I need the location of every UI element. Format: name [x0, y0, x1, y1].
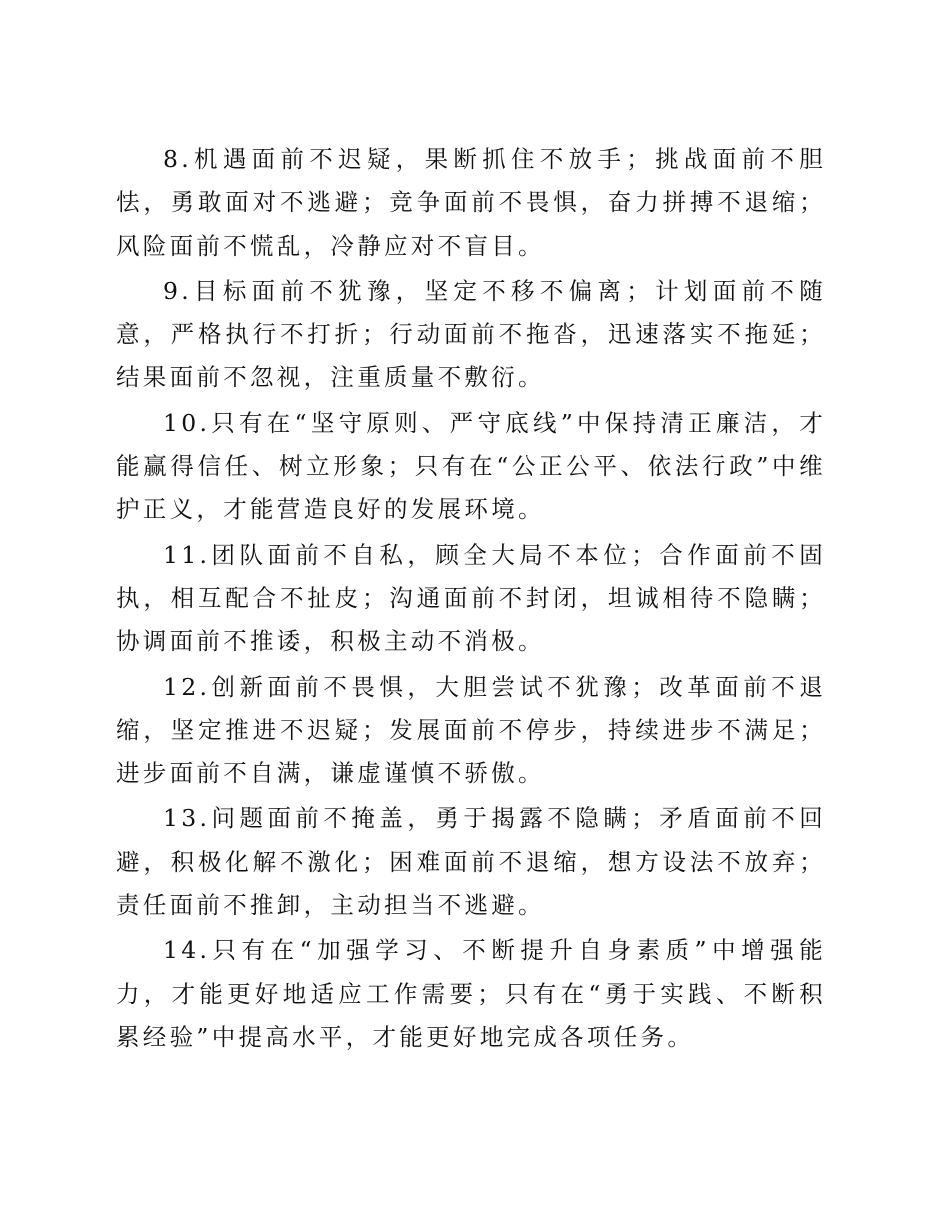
paragraph-9: 9.目标面前不犹豫，坚定不移不偏离；计划面前不随意，严格执行不打折；行动面前不拖沓，迅速落实不拖延；结果面前不忽视，注重质量不敷衍。 — [116, 276, 826, 392]
paragraph-11: 11.团队面前不自私，顾全大局不本位；合作面前不固执，相互配合不扯皮；沟通面前不封闭，坦诚相待不隐瞒；协调面前不推诿，积极主动不消极。 — [116, 540, 826, 656]
paragraph-12: 12.创新面前不畏惧，大胆尝试不犹豫；改革面前不退缩，坚定推进不迟疑；发展面前不停步，持续进步不满足；进步面前不自满，谦虚谨慎不骄傲。 — [116, 672, 826, 788]
paragraph-10: 10.只有在“坚守原则、严守底线”中保持清正廉洁，才能赢得信任、树立形象；只有在“公正公平、依法行政”中维护正义，才能营造良好的发展环境。 — [116, 408, 826, 524]
paragraph-13: 13.问题面前不掩盖，勇于揭露不隐瞒；矛盾面前不回避，积极化解不激化；困难面前不退缩，想方设法不放弃；责任面前不推卸，主动担当不逃避。 — [116, 804, 826, 920]
paragraph-14: 14.只有在“加强学习、不断提升自身素质”中增强能力，才能更好地适应工作需要；只有在“勇于实践、不断积累经验”中提高水平，才能更好地完成各项任务。 — [116, 936, 826, 1051]
document-body — [116, 138, 826, 1061]
paragraph-8: 8.机遇面前不迟疑，果断抓住不放手；挑战面前不胆怯，勇敢面对不逃避；竞争面前不畏惧，奋力拼搏不退缩；风险面前不慌乱，冷静应对不盲目。 — [116, 145, 826, 260]
